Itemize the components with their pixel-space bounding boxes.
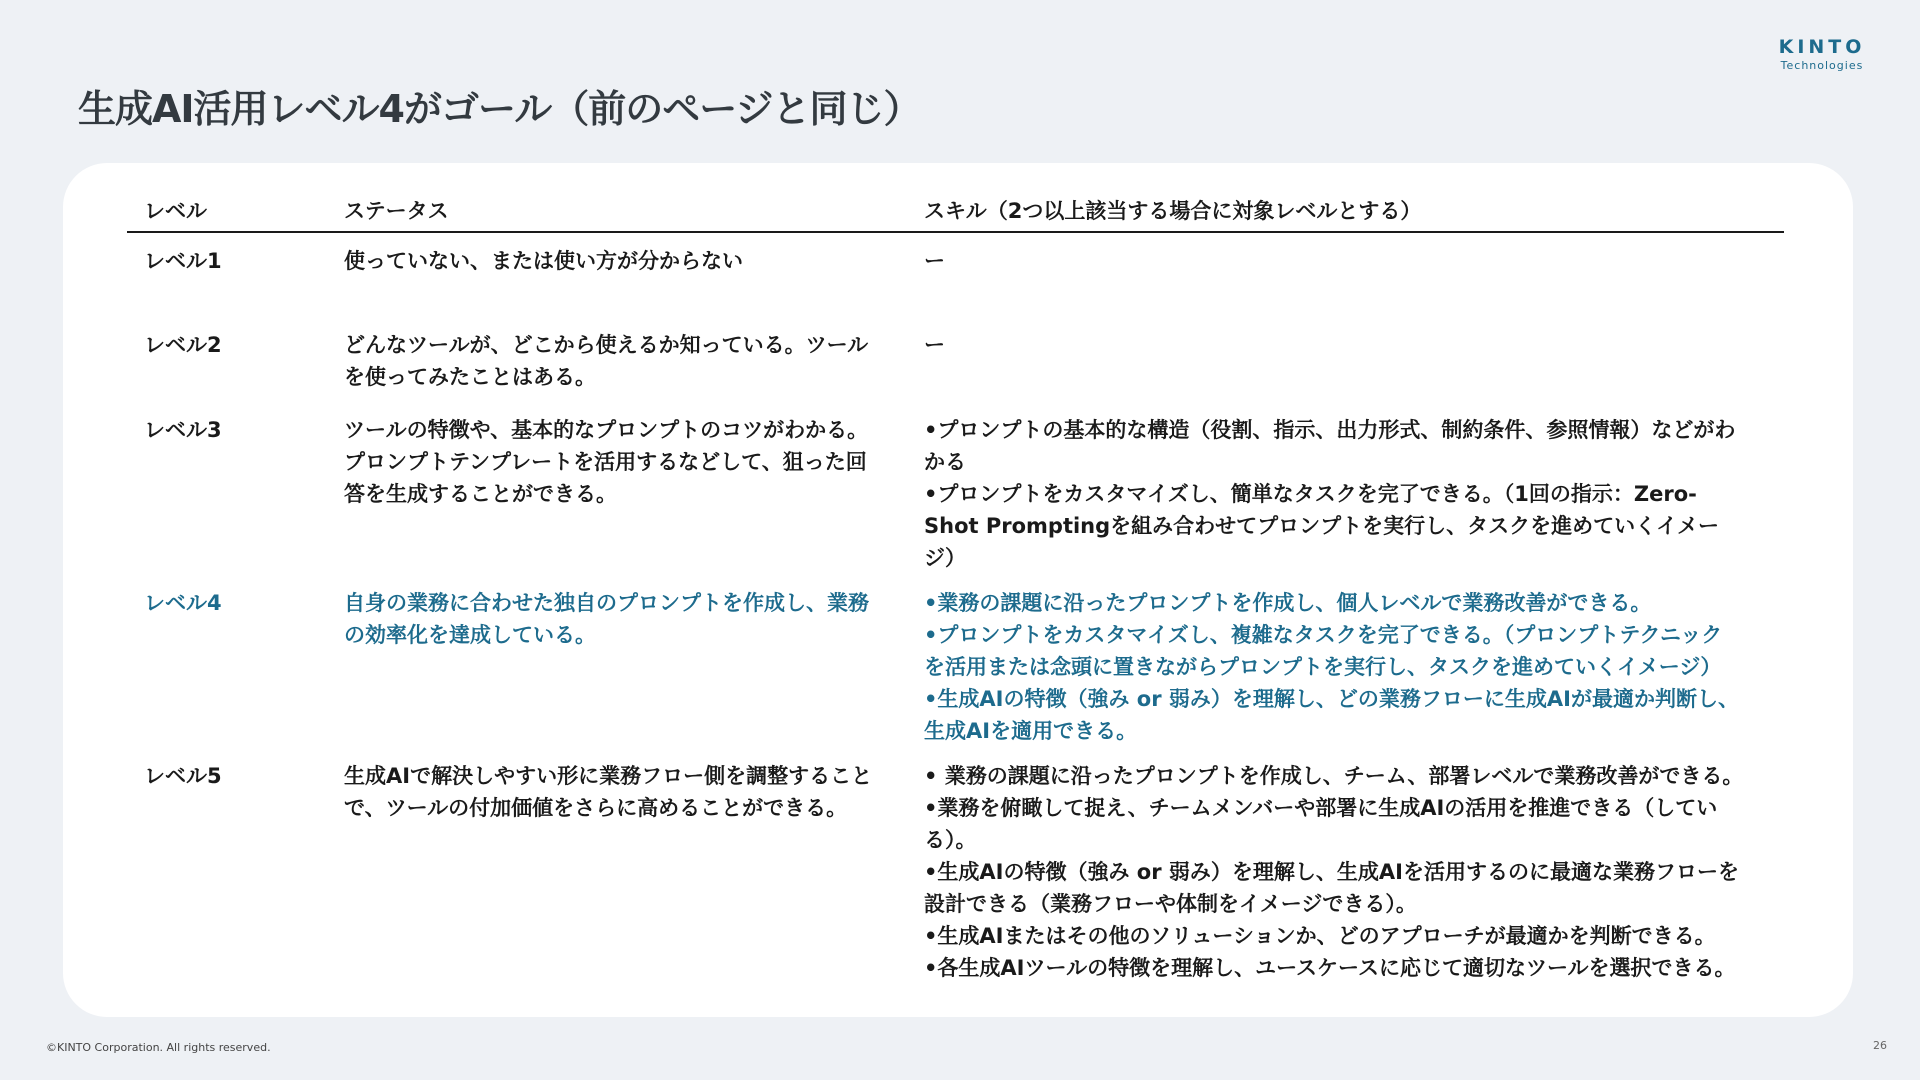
footer-copyright: ©KINTO Corporation. All rights reserved.	[46, 1041, 271, 1054]
header-level: レベル	[127, 195, 327, 232]
skill-line: 設計できる（業務フローや体制をイメージできる）。	[924, 892, 1417, 916]
skill-line: •生成AIまたはその他のソリューションか、どのアプローチが最適かを判断できる。	[924, 924, 1716, 948]
skills-cell	[907, 748, 1784, 984]
skills-cell	[907, 232, 1784, 317]
logo-subtitle: Technologies	[1780, 59, 1864, 72]
skill-line: •各生成AIツールの特徴を理解し、ユースケースに応じて適切なツールを選択できる。	[924, 956, 1736, 980]
skill-line: 生成AIを適用できる。	[924, 719, 1138, 743]
status-line: 自身の業務に合わせた独自のプロンプトを作成し、業務	[344, 591, 869, 615]
skills-cell	[907, 575, 1784, 748]
skill-line: •プロンプトをカスタマイズし、簡単なタスクを完了できる。（1回の指示：Zero-	[924, 482, 1697, 506]
skill-line: •生成AIの特徴（強み or 弱み）を理解し、どの業務フローに生成AIが最適か判断し、	[924, 687, 1739, 711]
skill-line: •業務を俯瞰して捉え、チームメンバーや部署に生成AIの活用を推進できる（してい	[924, 796, 1718, 820]
page-title: 生成AI活用レベル4がゴール（前のページと同じ）	[78, 87, 921, 131]
status-line: 使っていない、または使い方が分からない	[344, 249, 743, 273]
table-row-level2	[127, 317, 1784, 402]
status-line: で、ツールの付加価値をさらに高めることができる。	[344, 796, 848, 820]
status-cell	[327, 317, 907, 402]
status-cell	[327, 402, 907, 575]
skills-cell	[907, 317, 1784, 402]
status-cell	[327, 575, 907, 748]
status-cell	[327, 232, 907, 317]
table-row-level3	[127, 402, 1784, 575]
status-line: を使ってみたことはある。	[344, 365, 596, 389]
status-line: どんなツールが、どこから使えるか知っている。ツール	[344, 333, 869, 357]
header-status: ステータス	[327, 195, 907, 232]
skill-line: •業務の課題に沿ったプロンプトを作成し、個人レベルで業務改善ができる。	[924, 591, 1652, 615]
skill-line: •生成AIの特徴（強み or 弱み）を理解し、生成AIを活用するのに最適な業務フローを	[924, 860, 1739, 884]
status-line: 生成AIで解決しやすい形に業務フロー側を調整すること	[344, 764, 873, 788]
skill-line: ー	[924, 249, 945, 273]
kinto-logo	[1762, 36, 1882, 72]
table-row-level5	[127, 748, 1784, 984]
skill-line: かる	[924, 450, 966, 474]
skill-line: ジ）	[924, 546, 966, 570]
skill-line: Shot Promptingを組み合わせてプロンプトを実行し、タスクを進めていくイメー	[924, 514, 1719, 538]
skill-line: •プロンプトをカスタマイズし、複雑なタスクを完了できる。（プロンプトテクニック	[924, 623, 1723, 647]
status-line: 答を生成することができる。	[344, 482, 617, 506]
status-line: プロンプトテンプレートを活用するなどして、狙った回	[344, 450, 867, 474]
status-line: の効率化を達成している。	[344, 623, 596, 647]
level-cell: レベル3	[144, 418, 222, 442]
level-table	[127, 195, 1784, 984]
logo-wordmark: KINTO	[1778, 36, 1866, 58]
skills-cell	[907, 402, 1784, 575]
skill-line: を活用または念頭に置きながらプロンプトを実行し、タスクを進めていくイメージ）	[924, 655, 1722, 679]
level-cell: レベル2	[144, 333, 222, 357]
level-cell: レベル4	[144, 591, 222, 615]
level-cell: レベル5	[144, 764, 222, 788]
table-row-level1	[127, 232, 1784, 317]
table-row-level4	[127, 575, 1784, 748]
status-cell	[327, 748, 907, 984]
skill-line: •プロンプトの基本的な構造（役割、指示、出力形式、制約条件、参照情報）などがわ	[924, 418, 1736, 442]
skill-line: • 業務の課題に沿ったプロンプトを作成し、チーム、部署レベルで業務改善ができる。	[924, 764, 1744, 788]
status-line: ツールの特徴や、基本的なプロンプトのコツがわかる。	[344, 418, 869, 442]
table-header-row	[127, 195, 1784, 232]
level-cell: レベル1	[144, 249, 222, 273]
header-skills: スキル（2つ以上該当する場合に対象レベルとする）	[907, 195, 1784, 232]
skill-line: る）。	[924, 828, 977, 852]
skill-line: ー	[924, 333, 945, 357]
page-number: 26	[1873, 1039, 1887, 1052]
